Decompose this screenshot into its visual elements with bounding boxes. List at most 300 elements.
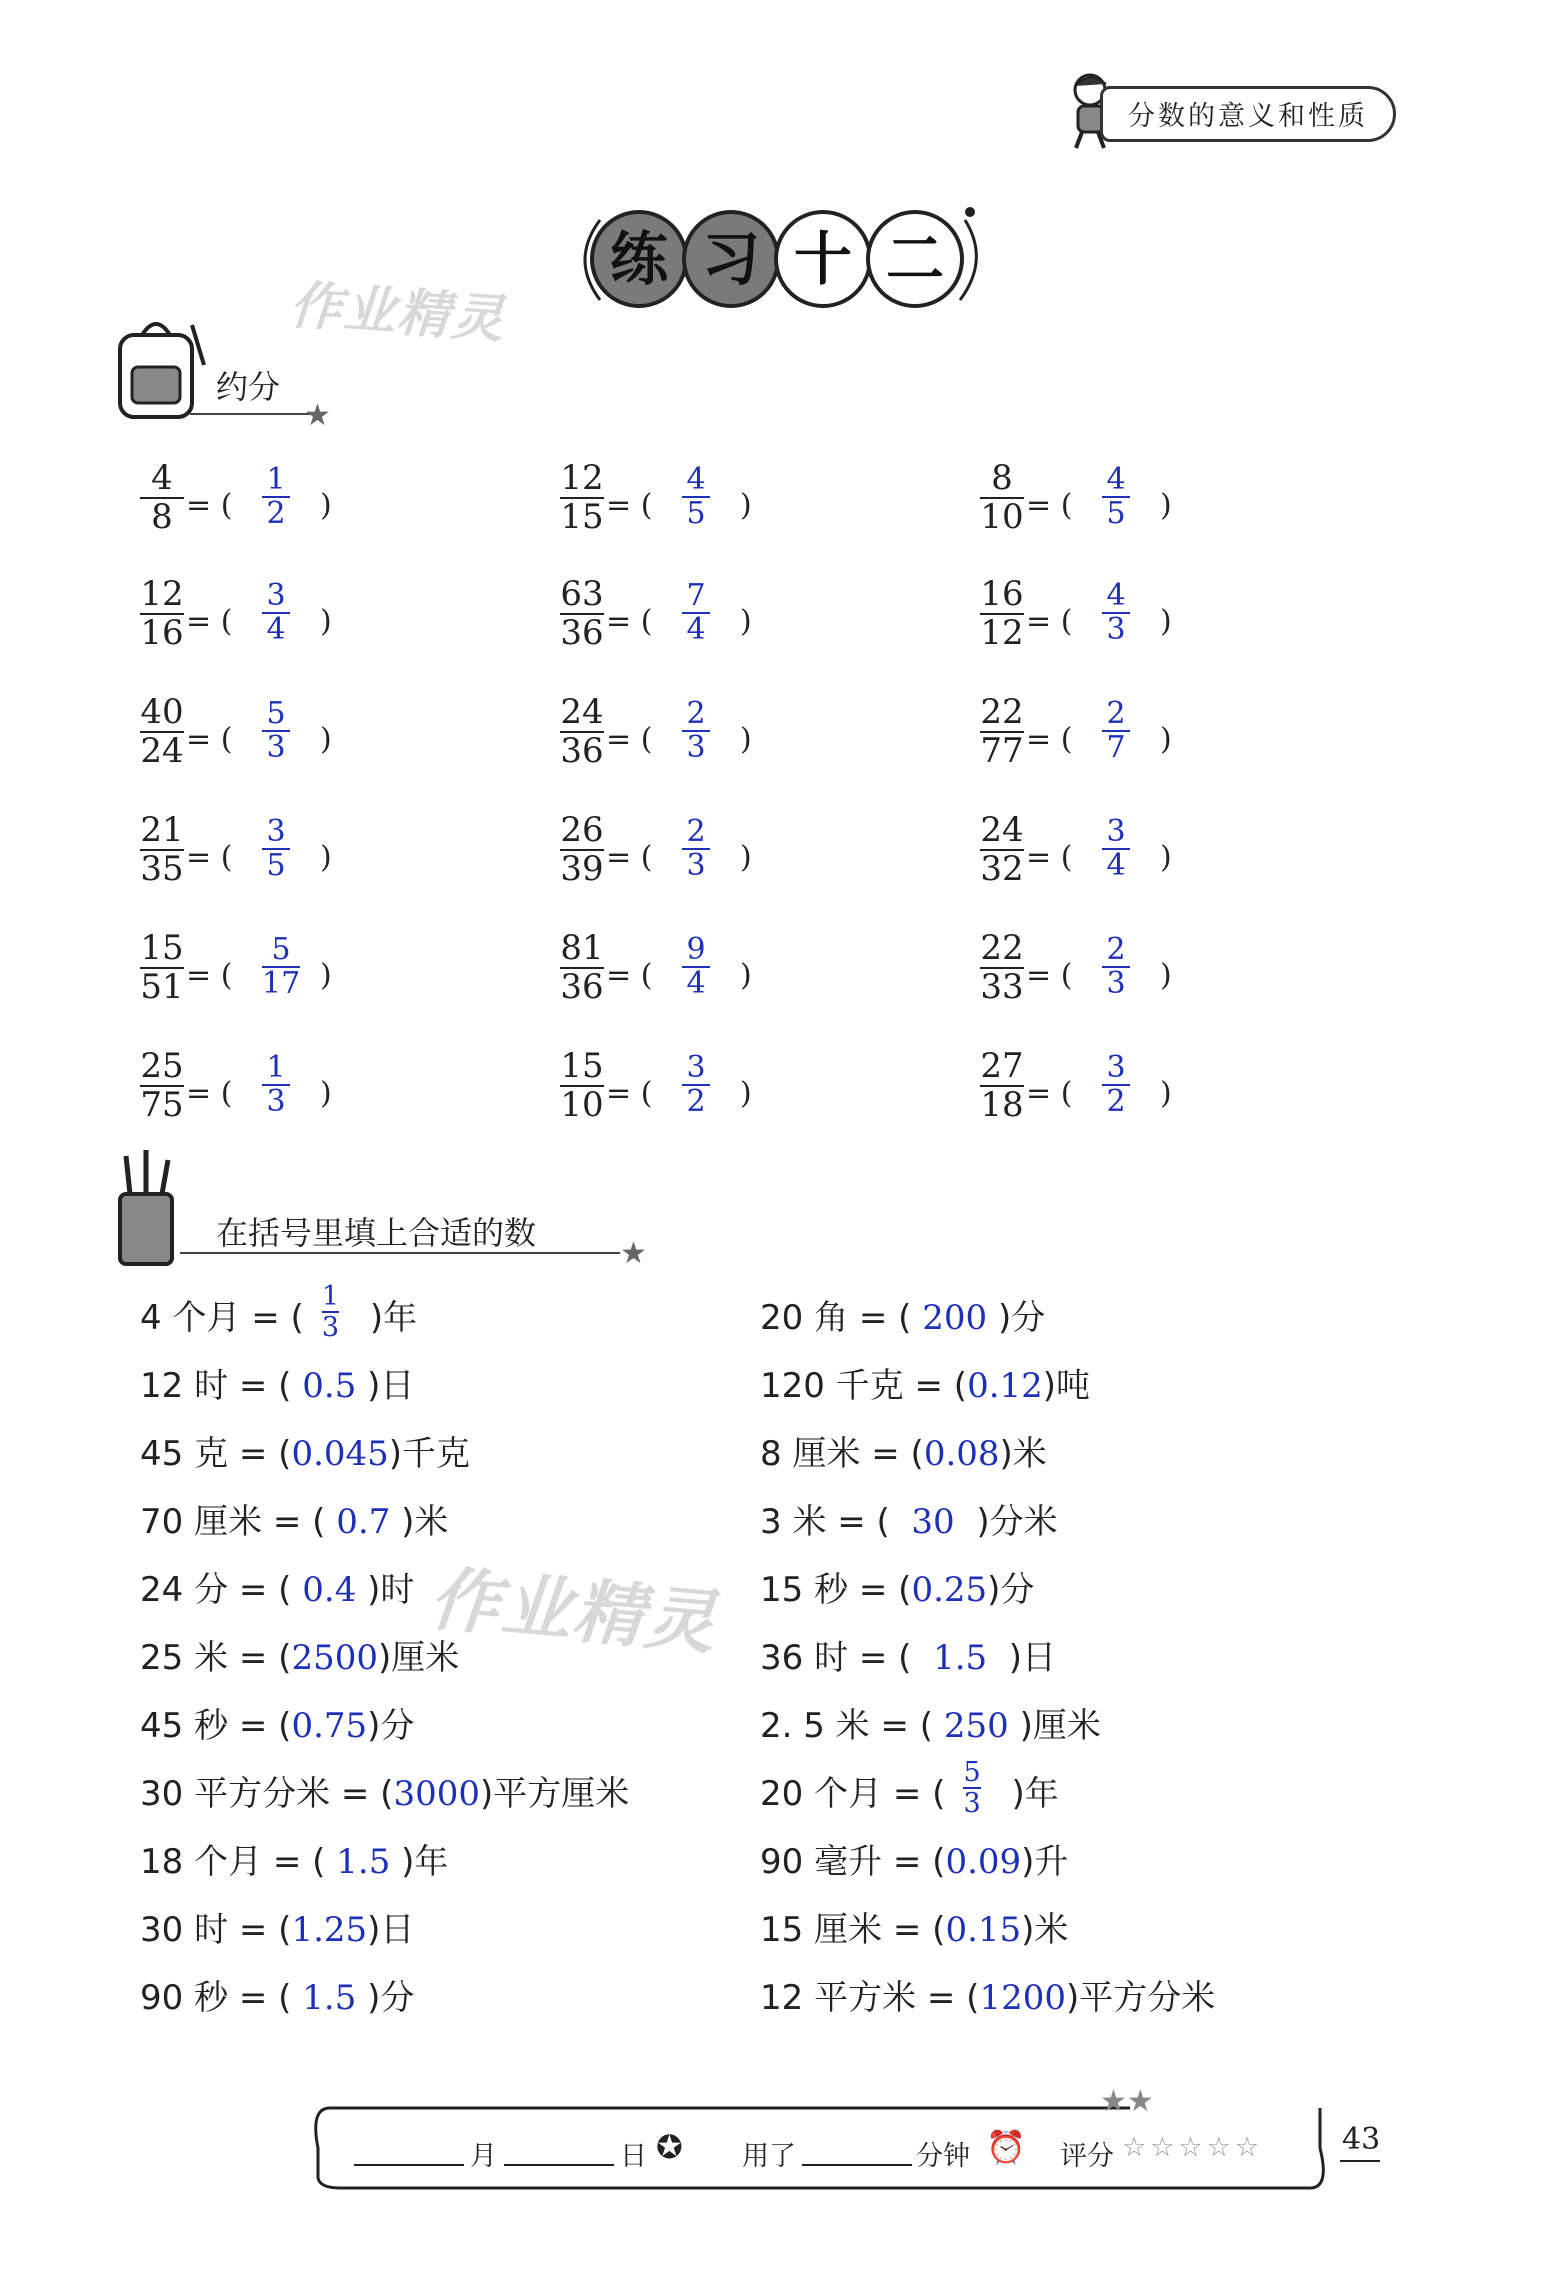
section1-heading: 约分 (216, 368, 281, 406)
award-icon: ✪ (656, 2128, 683, 2166)
question-numerator: 22 (980, 928, 1024, 968)
close-paren: ) (1160, 840, 1172, 875)
answer-value[interactable]: 0.25 (911, 1570, 988, 1610)
close-paren: ) (740, 840, 752, 875)
conversion-row (140, 1630, 459, 1679)
answer-fraction[interactable] (682, 580, 710, 647)
conversion-suffix: )日 (1008, 1638, 1057, 1678)
answer-value[interactable]: 30 (889, 1502, 977, 1542)
title-char-1: 练 (590, 210, 688, 308)
answer-value[interactable]: 1.5 (325, 1842, 402, 1882)
equals-open (186, 840, 232, 875)
answer-numerator: 2 (686, 814, 706, 849)
open-paren: ( (640, 958, 653, 993)
answer-slot[interactable] (945, 1757, 1011, 1820)
answer-denominator: 3 (686, 848, 706, 884)
answer-value[interactable]: 2500 (291, 1638, 378, 1678)
open-paren: ( (1060, 488, 1073, 523)
month-blank[interactable] (354, 2164, 464, 2166)
question-numerator: 24 (980, 810, 1024, 850)
equals-open (1026, 488, 1072, 523)
conversion-row (140, 1834, 448, 1883)
pencil-cup-icon (112, 1150, 182, 1270)
conversion-suffix: )日 (367, 1910, 415, 1950)
question-fraction (560, 1048, 604, 1123)
conversion-suffix: )分 (997, 1298, 1046, 1338)
question-denominator: 32 (980, 848, 1024, 889)
open-paren: ( (640, 488, 653, 523)
question-denominator: 12 (980, 612, 1024, 653)
answer-numerator: 4 (1106, 462, 1126, 497)
conversion-prefix: 36 时 = ( (760, 1638, 912, 1678)
open-paren: ( (1060, 840, 1073, 875)
backpack-icon (112, 305, 212, 425)
conversion-prefix: 45 克 = ( (140, 1434, 292, 1474)
open-paren: ( (640, 722, 653, 757)
answer-fraction[interactable] (262, 698, 290, 765)
conversion-suffix: )时 (367, 1570, 415, 1610)
answer-fraction[interactable] (682, 698, 710, 765)
conversion-row (760, 1970, 1215, 2019)
conversion-row (140, 1358, 414, 1407)
open-paren: ( (640, 604, 653, 639)
conversion-row (140, 1426, 470, 1475)
month-label: 月 (470, 2141, 497, 2172)
conversion-row (140, 1970, 414, 2019)
question-denominator: 36 (560, 966, 604, 1007)
question-denominator: 8 (151, 496, 173, 537)
answer-fraction[interactable] (682, 464, 710, 531)
answer-denominator: 3 (266, 1084, 286, 1120)
answer-fraction (963, 1758, 980, 1818)
equals-open (186, 1076, 232, 1111)
close-paren: ) (320, 958, 332, 993)
conversion-prefix: 15 厘米 = ( (760, 1910, 946, 1950)
conversion-suffix: )分 (367, 1978, 415, 2018)
footer-bar (310, 2084, 1330, 2198)
open-paren: ( (640, 1076, 653, 1111)
conversion-prefix: 70 厘米 = ( (140, 1502, 326, 1542)
score-label: 评分 (1060, 2141, 1114, 2172)
chapter-title: 分数的意义和性质 (1128, 101, 1368, 132)
answer-value[interactable]: 0.4 (291, 1570, 368, 1610)
answer-value[interactable]: 0.09 (945, 1842, 1022, 1882)
equals-sign: = (1026, 604, 1052, 639)
conversion-suffix: )升 (1021, 1842, 1069, 1882)
close-paren: ) (320, 604, 332, 639)
conversion-prefix: 120 千克 = ( (760, 1366, 968, 1406)
close-paren: ) (320, 722, 332, 757)
conversion-suffix: )厘米 (1019, 1706, 1101, 1746)
answer-value[interactable]: 3000 (393, 1774, 480, 1814)
conversion-suffix: )年 (369, 1298, 418, 1338)
equals-sign: = (186, 958, 212, 993)
conversion-prefix: 15 秒 = ( (760, 1570, 912, 1610)
question-denominator: 10 (980, 496, 1024, 537)
answer-fraction[interactable] (262, 464, 290, 531)
question-denominator: 10 (560, 1084, 604, 1125)
conversion-row (760, 1630, 1056, 1679)
equals-open (1026, 958, 1072, 993)
close-paren: ) (740, 1076, 752, 1111)
close-paren: ) (740, 488, 752, 523)
conversion-prefix: 2. 5 米 = ( (760, 1706, 934, 1746)
conversion-suffix: )厘米 (377, 1638, 460, 1678)
open-paren: ( (1060, 1076, 1073, 1111)
conversion-row (760, 1358, 1090, 1407)
answer-numerator: 2 (1106, 932, 1126, 967)
answer-fraction (322, 1282, 339, 1342)
question-numerator: 12 (560, 458, 604, 498)
equals-open (186, 958, 232, 993)
conversion-row (760, 1834, 1068, 1883)
conversion-suffix: )吨 (1042, 1366, 1091, 1406)
section1-underline (190, 413, 310, 415)
close-paren: ) (1160, 958, 1172, 993)
answer-value[interactable]: 200 (911, 1298, 998, 1338)
answer-denominator: 3 (266, 730, 286, 766)
answer-numerator: 4 (686, 462, 706, 497)
equals-sign: = (1026, 488, 1052, 523)
answer-fraction[interactable] (262, 1052, 290, 1119)
conversion-prefix: 90 毫升 = ( (760, 1842, 946, 1882)
close-paren: ) (320, 840, 332, 875)
answer-fraction[interactable] (1102, 464, 1130, 531)
question-fraction (560, 812, 604, 887)
question-numerator: 26 (560, 810, 604, 850)
title-char-2: 习 (682, 210, 780, 308)
open-paren: ( (1060, 604, 1073, 639)
answer-denominator: 2 (1106, 1084, 1126, 1120)
equals-sign: = (606, 604, 632, 639)
equals-sign: = (1026, 1076, 1052, 1111)
question-denominator: 77 (980, 730, 1024, 771)
watermark-top: 作业精灵 (287, 275, 508, 351)
conversion-prefix: 30 时 = ( (140, 1910, 292, 1950)
conversion-suffix: )分米 (976, 1502, 1058, 1542)
question-numerator: 15 (560, 1046, 604, 1086)
conversion-suffix: )年 (1011, 1774, 1059, 1814)
close-paren: ) (740, 722, 752, 757)
question-fraction (560, 576, 604, 651)
equals-sign: = (186, 840, 212, 875)
question-numerator: 8 (991, 458, 1013, 498)
question-denominator: 51 (140, 966, 184, 1007)
minutes-blank[interactable] (802, 2164, 912, 2166)
answer-numerator: 7 (686, 578, 706, 613)
alarm-clock-icon: ⏰ (986, 2128, 1026, 2166)
conversion-row (760, 1562, 1034, 1611)
answer-numerator: 5 (963, 1757, 981, 1788)
question-numerator: 63 (560, 574, 604, 614)
question-fraction (140, 576, 184, 651)
answer-numerator: 9 (686, 932, 706, 967)
conversion-row (760, 1757, 1059, 1820)
conversion-prefix: 18 个月 = ( (140, 1842, 326, 1882)
close-paren: ) (1160, 1076, 1172, 1111)
conversion-prefix: 3 米 = ( (760, 1502, 890, 1542)
answer-denominator: 3 (321, 1312, 339, 1344)
answer-denominator: 4 (686, 966, 706, 1002)
conversion-row (760, 1494, 1058, 1543)
answer-denominator: 3 (1106, 612, 1126, 648)
answer-value[interactable]: 1200 (979, 1978, 1066, 2018)
equals-sign: = (1026, 722, 1052, 757)
conversion-prefix: 20 角 = ( (760, 1298, 912, 1338)
answer-value[interactable]: 0.75 (291, 1706, 368, 1746)
equals-sign: = (606, 958, 632, 993)
equals-open (606, 1076, 652, 1111)
answer-value[interactable]: 0.15 (945, 1910, 1022, 1950)
equals-open (186, 488, 232, 523)
answer-numerator: 5 (266, 696, 286, 731)
equals-sign: = (606, 722, 632, 757)
open-paren: ( (640, 840, 653, 875)
answer-denominator: 4 (1106, 848, 1126, 884)
answer-denominator: 2 (266, 496, 286, 532)
conversion-suffix: )千克 (388, 1434, 471, 1474)
equals-open (1026, 840, 1072, 875)
watermark-middle: 作业精灵 (426, 1557, 721, 1665)
question-numerator: 24 (560, 692, 604, 732)
page-number-underline (1340, 2160, 1380, 2162)
conversion-prefix: 12 时 = ( (140, 1366, 292, 1406)
answer-fraction[interactable] (1102, 580, 1130, 647)
answer-denominator: 17 (262, 966, 301, 1002)
equals-open (186, 604, 232, 639)
conversion-prefix: 4 个月 = ( (140, 1298, 304, 1338)
answer-denominator: 3 (963, 1788, 981, 1820)
equals-open (606, 958, 652, 993)
answer-numerator: 3 (686, 1050, 706, 1085)
answer-fraction[interactable] (262, 934, 300, 1001)
equals-open (1026, 722, 1072, 757)
answer-numerator: 3 (266, 814, 286, 849)
answer-denominator: 2 (686, 1084, 706, 1120)
conversion-suffix: )年 (401, 1842, 449, 1882)
section2-underline (180, 1252, 620, 1254)
answer-denominator: 4 (266, 612, 286, 648)
answer-numerator: 3 (1106, 814, 1126, 849)
equals-sign: = (606, 1076, 632, 1111)
day-blank[interactable] (504, 2164, 614, 2166)
answer-fraction[interactable] (262, 816, 290, 883)
conversion-suffix: )米 (1021, 1910, 1069, 1950)
question-numerator: 12 (140, 574, 184, 614)
star-icon: ★★ (1100, 2084, 1154, 2119)
answer-fraction[interactable] (1102, 934, 1130, 1001)
conversion-row (140, 1766, 629, 1815)
equals-open (606, 722, 652, 757)
question-fraction (560, 460, 604, 535)
close-paren: ) (740, 958, 752, 993)
question-fraction (980, 1048, 1024, 1123)
answer-numerator: 5 (271, 932, 291, 967)
star-icon: ★ (304, 398, 331, 433)
answer-value[interactable]: 250 (933, 1706, 1020, 1746)
open-paren: ( (1060, 958, 1073, 993)
conversion-suffix: )米 (999, 1434, 1047, 1474)
question-fraction (980, 576, 1024, 651)
question-fraction (140, 812, 184, 887)
conversion-suffix: )米 (401, 1502, 449, 1542)
conversion-prefix: 12 平方米 = ( (760, 1978, 980, 2018)
conversion-prefix: 25 米 = ( (140, 1638, 292, 1678)
answer-denominator: 5 (266, 848, 286, 884)
question-fraction (140, 694, 184, 769)
answer-fraction[interactable] (1102, 1052, 1130, 1119)
conversion-suffix: )平方厘米 (479, 1774, 630, 1814)
answer-denominator: 7 (1106, 730, 1126, 766)
equals-open (1026, 1076, 1072, 1111)
conversion-row (760, 1426, 1047, 1475)
open-paren: ( (220, 958, 233, 993)
open-paren: ( (220, 488, 233, 523)
answer-value[interactable]: 0.12 (967, 1366, 1043, 1406)
question-fraction (560, 694, 604, 769)
conversion-prefix: 45 秒 = ( (140, 1706, 292, 1746)
answer-value[interactable]: 1.25 (291, 1910, 368, 1950)
conversion-row (760, 1902, 1068, 1951)
star-icon: ★ (620, 1236, 647, 1271)
close-paren: ) (1160, 488, 1172, 523)
question-fraction (980, 812, 1024, 887)
conversion-row (760, 1290, 1045, 1339)
answer-fraction[interactable] (682, 934, 710, 1001)
conversion-prefix: 8 厘米 = ( (760, 1434, 924, 1474)
question-numerator: 25 (140, 1046, 184, 1086)
conversion-suffix: )平方分米 (1065, 1978, 1216, 2018)
equals-sign: = (606, 840, 632, 875)
question-numerator: 22 (980, 692, 1024, 732)
equals-sign: = (1026, 840, 1052, 875)
answer-numerator: 1 (266, 1050, 286, 1085)
answer-fraction[interactable] (1102, 698, 1130, 765)
question-numerator: 40 (140, 692, 184, 732)
answer-fraction[interactable] (1102, 816, 1130, 883)
conversion-prefix: 30 平方分米 = ( (140, 1774, 394, 1814)
day-label: 日 (620, 2141, 647, 2172)
equals-open (606, 604, 652, 639)
equals-sign: = (186, 1076, 212, 1111)
equals-sign: = (1026, 958, 1052, 993)
question-numerator: 21 (140, 810, 184, 850)
question-numerator: 16 (980, 574, 1024, 614)
chapter-tag (1060, 78, 1400, 148)
conversion-suffix: )分 (987, 1570, 1035, 1610)
conversion-prefix: 24 分 = ( (140, 1570, 292, 1610)
answer-numerator: 4 (1106, 578, 1126, 613)
question-fraction (980, 460, 1024, 535)
conversion-row (140, 1494, 448, 1543)
answer-numerator: 3 (266, 578, 286, 613)
question-denominator: 36 (560, 730, 604, 771)
answer-value[interactable]: 0.08 (923, 1434, 1000, 1474)
question-denominator: 16 (140, 612, 184, 653)
question-fraction (980, 694, 1024, 769)
answer-numerator: 2 (1106, 696, 1126, 731)
conversion-row (760, 1698, 1101, 1747)
title-char-3: 十 (774, 210, 872, 308)
question-fraction (560, 930, 604, 1005)
close-paren: ) (740, 604, 752, 639)
answer-slot[interactable] (304, 1281, 370, 1344)
equals-open (606, 488, 652, 523)
section2-heading: 在括号里填上合适的数 (216, 1214, 537, 1252)
answer-numerator: 3 (1106, 1050, 1126, 1085)
open-paren: ( (220, 604, 233, 639)
equals-open (1026, 604, 1072, 639)
question-fraction (140, 1048, 184, 1123)
equals-open (606, 840, 652, 875)
conversion-prefix: 90 秒 = ( (140, 1978, 292, 2018)
answer-value[interactable]: 1.5 (291, 1978, 368, 2018)
answer-fraction[interactable] (682, 1052, 710, 1119)
conversion-suffix: )日 (367, 1366, 415, 1406)
close-paren: ) (320, 488, 332, 523)
question-denominator: 75 (140, 1084, 184, 1125)
answer-numerator: 2 (686, 696, 706, 731)
minutes-label: 分钟 (916, 2141, 970, 2172)
question-numerator: 27 (980, 1046, 1024, 1086)
equals-sign: = (186, 604, 212, 639)
rating-stars-icon[interactable]: ☆☆☆☆☆ (1122, 2132, 1264, 2163)
question-fraction (140, 460, 184, 535)
question-numerator: 4 (151, 458, 173, 498)
question-fraction (980, 930, 1024, 1005)
open-paren: ( (220, 722, 233, 757)
title-char-4: 二 (866, 210, 964, 308)
conversion-suffix: )分 (367, 1706, 415, 1746)
question-denominator: 39 (560, 848, 604, 889)
answer-value[interactable]: 0.045 (291, 1434, 389, 1474)
answer-value[interactable]: 1.5 (911, 1638, 1009, 1678)
answer-denominator: 5 (686, 496, 706, 532)
close-paren: ) (1160, 722, 1172, 757)
equals-sign: = (606, 488, 632, 523)
answer-numerator: 1 (321, 1281, 339, 1312)
conversion-row (140, 1698, 414, 1747)
page-number: 43 (1342, 2122, 1381, 2157)
conversion-row (140, 1562, 414, 1611)
question-denominator: 18 (980, 1084, 1024, 1125)
answer-denominator: 3 (686, 730, 706, 766)
answer-value[interactable]: 0.5 (291, 1366, 368, 1406)
equals-sign: = (186, 488, 212, 523)
question-fraction (140, 930, 184, 1005)
question-numerator: 81 (560, 928, 604, 968)
open-paren: ( (220, 840, 233, 875)
answer-fraction[interactable] (262, 580, 290, 647)
answer-denominator: 4 (686, 612, 706, 648)
answer-denominator: 3 (1106, 966, 1126, 1002)
equals-sign: = (186, 722, 212, 757)
question-denominator: 36 (560, 612, 604, 653)
answer-value[interactable]: 0.7 (325, 1502, 402, 1542)
answer-denominator: 5 (1106, 496, 1126, 532)
used-label: 用了 (742, 2141, 796, 2172)
conversion-row (140, 1902, 414, 1951)
question-denominator: 33 (980, 966, 1024, 1007)
exercise-title (570, 190, 990, 320)
question-denominator: 15 (560, 496, 604, 537)
close-paren: ) (320, 1076, 332, 1111)
open-paren: ( (220, 1076, 233, 1111)
close-paren: ) (1160, 604, 1172, 639)
question-denominator: 35 (140, 848, 184, 889)
answer-fraction[interactable] (682, 816, 710, 883)
conversion-prefix: 20 个月 = ( (760, 1774, 946, 1814)
